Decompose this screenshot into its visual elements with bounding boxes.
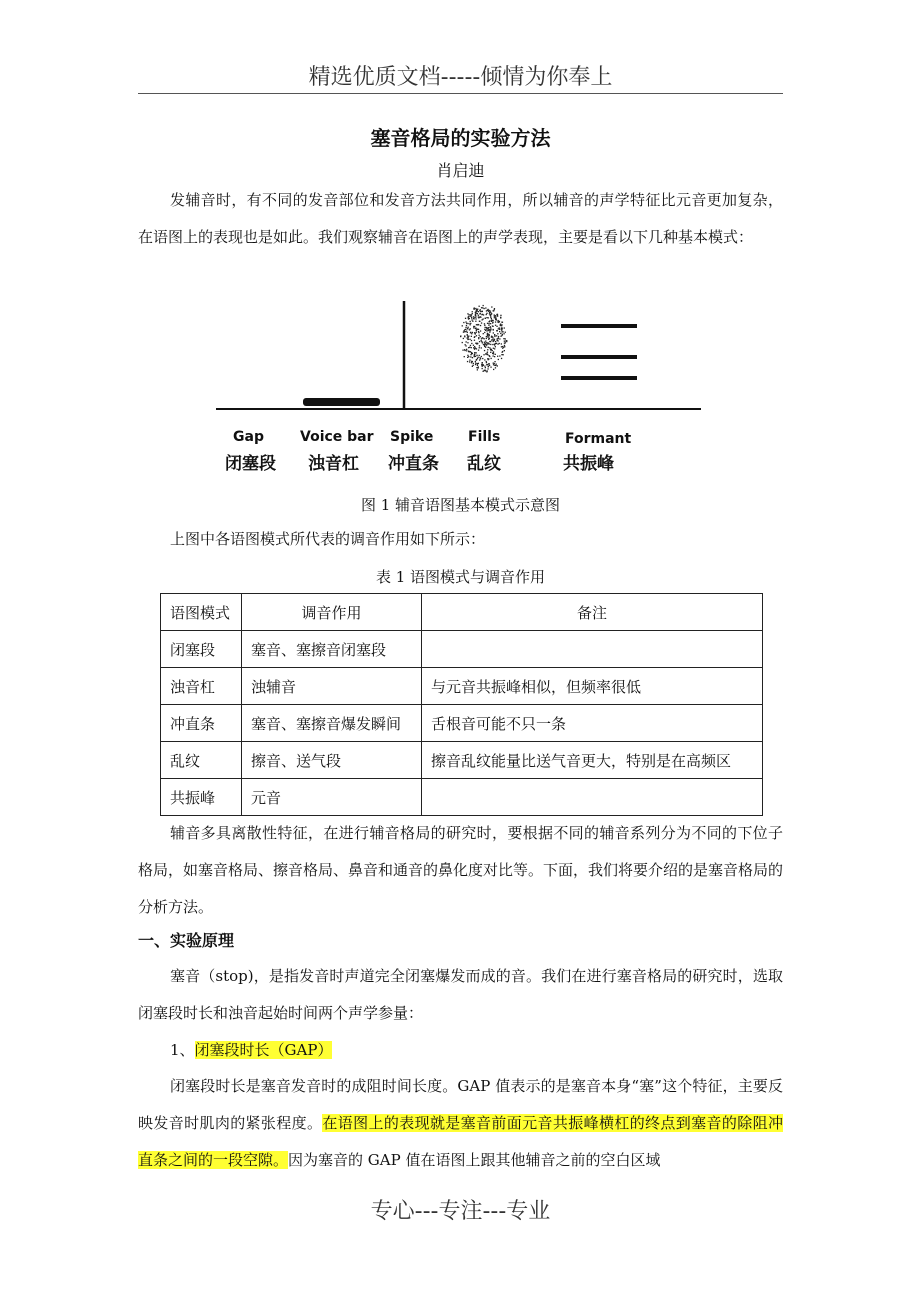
- figure-label-fills-zh: 乱纹: [467, 454, 501, 474]
- gap-text-part2: 因为塞音的 GAP 值在语图上跟其他辅音之前的空白区域: [288, 1151, 661, 1169]
- document-author: 肖启迪: [436, 161, 485, 180]
- table-cell: [422, 631, 763, 668]
- gap-definition-paragraph: [138, 1068, 783, 1179]
- table-cell: 乱纹: [161, 742, 242, 779]
- table-cell: [422, 779, 763, 816]
- table-cell: 擦音、送气段: [242, 742, 422, 779]
- table-row: [161, 631, 763, 668]
- header-divider: [138, 93, 783, 94]
- figure-label-formant-zh: 共振峰: [563, 454, 614, 474]
- table-cell: 浊辅音: [242, 668, 422, 705]
- formant-line-1: [561, 324, 637, 328]
- table-cell: 元音: [242, 779, 422, 816]
- table-cell: 擦音乱纹能量比送气音更大，特别是在高频区: [422, 742, 763, 779]
- gap-text-part1: 闭塞段时长是塞音发音时的成阻时间长度。GAP 值表示的是塞音本身“塞”这个特征，主要反映发音时肌肉的紧张程度。: [138, 1077, 783, 1132]
- table-cell: 与元音共振峰相似，但频率很低: [422, 668, 763, 705]
- figure-label-voicebar-zh: 浊音杠: [308, 454, 359, 474]
- table-cell: 塞音、塞擦音爆发瞬间: [242, 705, 422, 742]
- subsection-number: 1、: [170, 1041, 195, 1059]
- table-cell: 舌根音可能不只一条: [422, 705, 763, 742]
- table-header-row: [161, 594, 763, 631]
- figure-label-fills-en: Fills: [468, 429, 501, 445]
- formant-line-2: [561, 355, 637, 359]
- table-row: [161, 705, 763, 742]
- figure-label-spike-en: Spike: [390, 429, 434, 445]
- intro-paragraph: 发辅音时，有不同的发音部位和发音方法共同作用，所以辅音的声学特征比元音更加复杂，在语图上的表现也是如此。我们观察辅音在语图上的声学表现，主要是看以下几种基本模式：: [138, 191, 783, 246]
- figure-caption: 图 1 辅音语图基本模式示意图: [360, 496, 561, 514]
- figure-label-gap-zh: 闭塞段: [225, 454, 276, 474]
- table-header-cell: 备注: [422, 594, 763, 631]
- document-title: 塞音格局的实验方法: [370, 126, 551, 150]
- gap-text-highlight: 在语图上的表现就是塞音前面元音共振峰横杠的终点到塞音的除阻冲直条之间的一段空隙。: [138, 1114, 783, 1169]
- figure-label-gap-en: Gap: [233, 429, 264, 445]
- principle-paragraph: 塞音（stop)，是指发音时声道完全闭塞爆发而成的音。我们在进行塞音格局的研究时，选取闭塞段时长和浊音起始时间两个声学参量：: [138, 967, 783, 1022]
- subsection-heading: [170, 1039, 332, 1060]
- voice-bar-mark: [303, 398, 380, 406]
- table-row: [161, 779, 763, 816]
- page-footer: 专心---专注---专业: [370, 1199, 551, 1224]
- subsection-title-highlight: 闭塞段时长（GAP）: [194, 1041, 333, 1059]
- table-row: [161, 742, 763, 779]
- section-heading: 一、实验原理: [138, 931, 235, 950]
- page-header: 精选优质文档-----倾情为你奉上: [308, 65, 613, 90]
- pattern-table: [160, 593, 763, 816]
- figure-label-formant-en: Formant: [565, 431, 632, 447]
- table-cell: 闭塞段: [161, 631, 242, 668]
- table-row: [161, 668, 763, 705]
- spectrogram-pattern-figure: [210, 298, 710, 478]
- formant-line-3: [561, 376, 637, 380]
- table-cell: 共振峰: [161, 779, 242, 816]
- fills-noise-mark: [460, 305, 507, 373]
- table-header-cell: 语图模式: [161, 594, 242, 631]
- table-cell: 塞音、塞擦音闭塞段: [242, 631, 422, 668]
- figure-label-spike-zh: 冲直条: [388, 454, 439, 474]
- table-intro-paragraph: 上图中各语图模式所代表的调音作用如下所示：: [170, 530, 486, 548]
- table-header-cell: 调音作用: [242, 594, 422, 631]
- figure-label-voicebar-en: Voice bar: [300, 429, 374, 445]
- table-caption: 表 1 语图模式与调音作用: [375, 568, 546, 586]
- table-cell: 浊音杠: [161, 668, 242, 705]
- consonant-pattern-paragraph: 辅音多具离散性特征，在进行辅音格局的研究时，要根据不同的辅音系列分为不同的下位子格局，如塞音格局、擦音格局、鼻音和通音的鼻化度对比等。下面，我们将要介绍的是塞音格局的分析方法。: [138, 824, 784, 916]
- table-cell: 冲直条: [161, 705, 242, 742]
